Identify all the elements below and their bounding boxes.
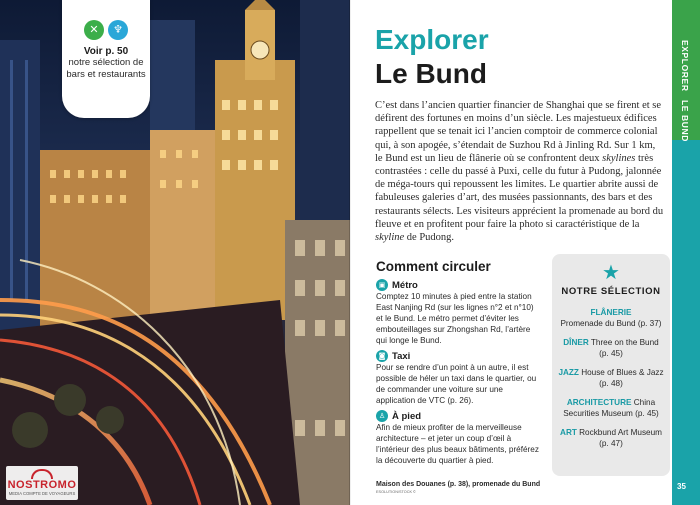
side-tab-section: EXPLORER xyxy=(680,40,690,92)
star-icon: ★ xyxy=(602,260,620,284)
fork-knife-icon: ✕ xyxy=(84,20,104,40)
getting-around-section xyxy=(376,259,541,470)
mode-walk: ♙ À pied Afin de mieux profiter de la merveilleuse architecture – et jeter un coup d’œil à l’intérieur des plus beaux bâtiments, préférez la découverte du quartier à pied. xyxy=(376,410,539,465)
metro-icon: ▣ xyxy=(376,279,388,291)
glass-icon: ♆ xyxy=(108,20,128,40)
selection-item: ART Rockbund Art Museum (p. 47) xyxy=(560,428,662,448)
intro-paragraph: C’est dans l’ancien quartier financier de Shanghai que se firent et se défirent des fortunes en moins d’un siècle. Les majestueux édifices rappellent que se tenait ici l’ancien comptoir de commerce colonial qui, à son apogée, s’étendait de Suzhou Rd à Jinling Rd. Sur 1 km, le Bund est un lieu de flânerie où se confrontent deux skylines très contrastées : celle du passé à Puxi, celle du futur à Pudong, jalonnée de méga-tours qui repoussent les limites. Le quartier abrite aussi de fabuleuses galeries d’art, des musées passionnants, des bars et des restaurants sélects. Les visiteurs apprécient la promenade au bord du fleuve et en profitent pour faire la photo si caractéristique de la skyline de Pudong. xyxy=(375,100,664,244)
getting-around-heading: Comment circuler xyxy=(376,259,491,274)
title-explorer: Explorer xyxy=(375,24,489,55)
selection-item: DÎNER Three on the Bund (p. 45) xyxy=(563,338,659,358)
chapter-side-tab xyxy=(672,0,700,505)
bars-restaurants-callout xyxy=(62,0,150,118)
title-le-bund: Le Bund xyxy=(375,58,487,89)
selection-title: NOTRE SÉLECTION xyxy=(561,286,661,297)
our-selection-box xyxy=(552,254,670,476)
nostromo-logo: NOSTROMO MEDIA COMPTE DE VOYAGEURS xyxy=(6,466,78,500)
mode-taxi: ◙ Taxi Pour se rendre d’un point à un autre, il est possible de héler un taxi dans le quartier, ou de commander une voiture sur une application de VTC (p. 26). xyxy=(376,350,537,405)
selection-item: FLÂNERIE Promenade du Bund (p. 37) xyxy=(560,308,662,328)
callout-text: notre sélection de bars et restaurants xyxy=(66,57,146,80)
callout-page-ref: Voir p. 50 xyxy=(83,46,129,57)
photo-credit: ESOLUTION/STOCK © xyxy=(376,490,416,494)
mode-metro: ▣ Métro Comptez 10 minutes à pied entre la station East Nanjing Rd (sur les lignes n°2 et n°10) et le Bund. Le métro permet d’éviter les embouteillages sur Zhongshan Rd, l’artère qui longe le Bund. xyxy=(376,279,534,345)
page-number: 35 xyxy=(677,482,686,491)
selection-item: ARCHITECTURE China Securities Museum (p. 45) xyxy=(563,398,659,418)
selection-item: JAZZ House of Blues & Jazz (p. 48) xyxy=(558,368,664,388)
photo-caption: Maison des Douanes (p. 38), promenade du Bund xyxy=(376,481,541,488)
side-tab-chapter: LE BUND xyxy=(680,100,690,142)
taxi-icon: ◙ xyxy=(376,350,388,362)
page-spine xyxy=(349,0,351,505)
walk-icon: ♙ xyxy=(376,410,388,422)
